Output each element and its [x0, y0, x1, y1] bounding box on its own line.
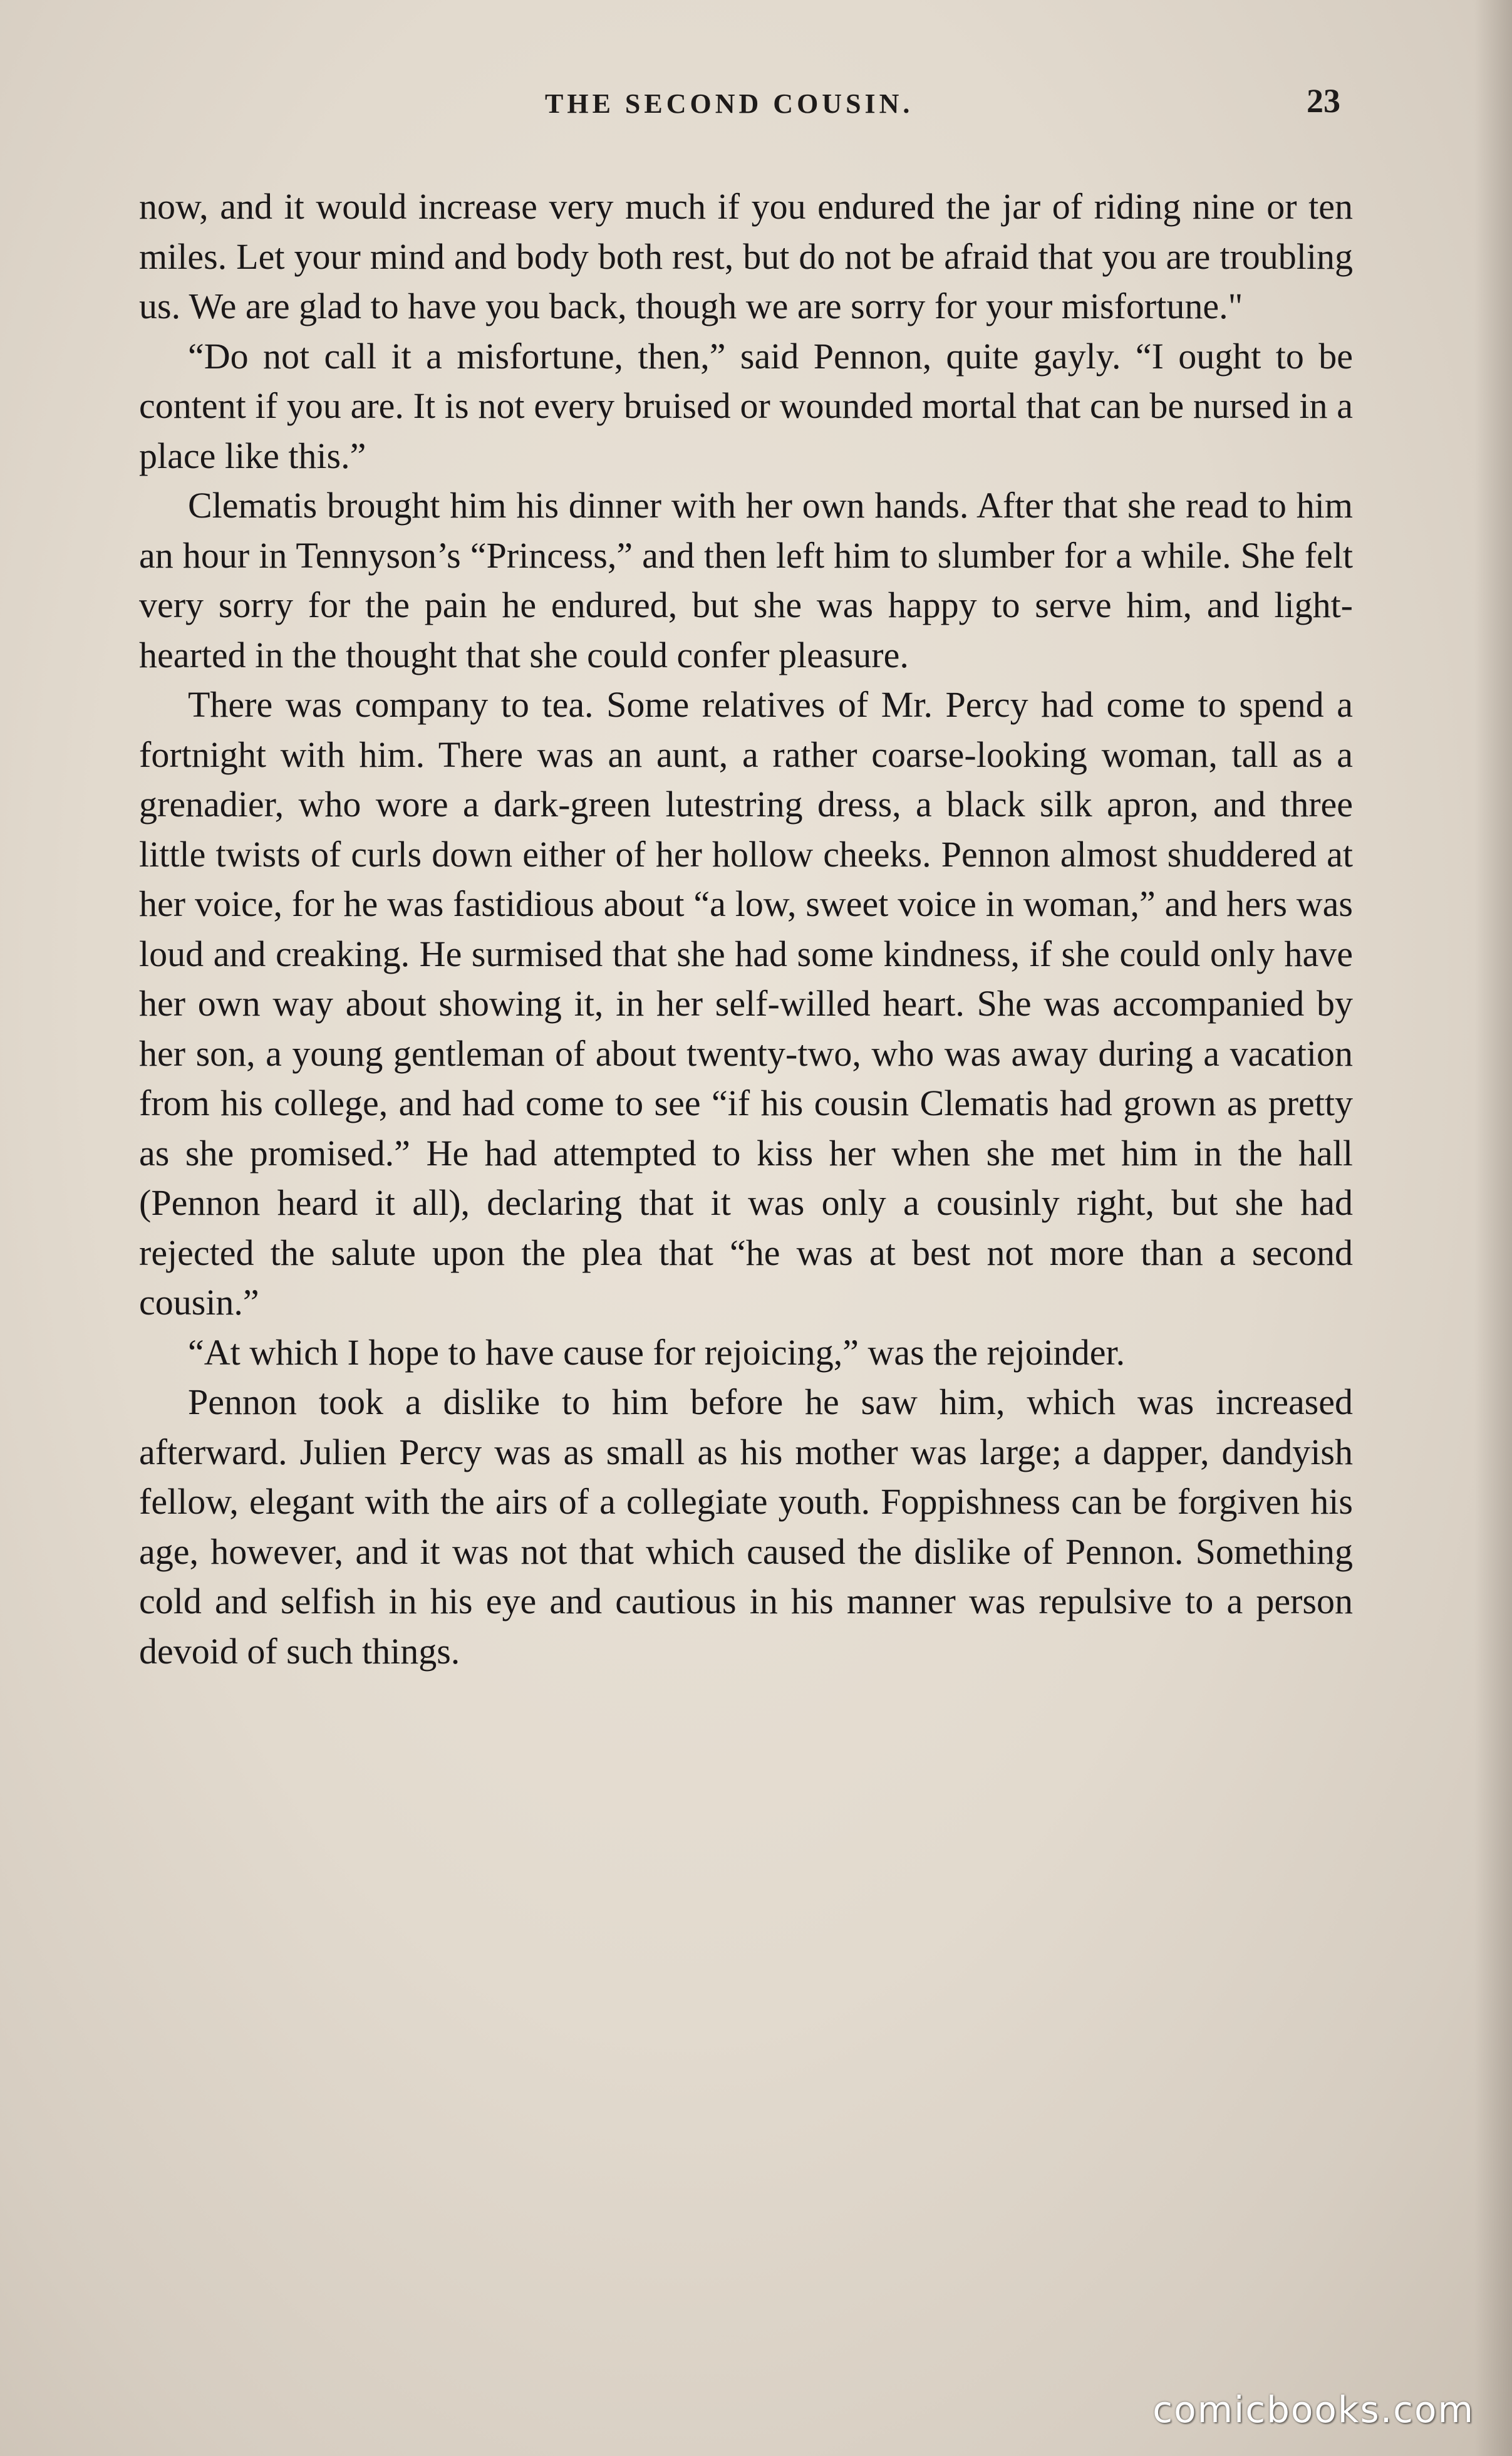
watermark: comicbooks.com — [1152, 2388, 1474, 2431]
body-text — [139, 182, 1353, 1676]
paragraph: “At which I hope to have cause for rejoicing,” was the rejoinder. — [188, 1331, 1126, 1373]
paragraph: now, and it would increase very much if you endured the jar of riding nine or ten miles. Let your mind and body both rest, but do not be afraid that you are troubling us. We are glad to have you back, though we are sorry for your misfortune." — [139, 186, 1353, 326]
page-number: 23 — [1307, 82, 1340, 120]
page-edge-shadow — [1474, 0, 1512, 2456]
page-header — [138, 81, 1359, 132]
paragraph: There was company to tea. Some relatives of Mr. Percy had come to spend a fortnight with him. There was an aunt, a rather coarse-looking woman, tall as a grenadier, who wore a dark-green lutestring dress, a black silk apron, and three little twists of curls down either of her hollow cheeks. Pennon almost shuddered at her voice, for he was fastidious about “a low, sweet voice in woman,” and hers was loud and creaking. He surmised that she had some kindness, if she could only have her own way about showing it, in her self-willed heart. She was accompanied by her son, a young gentleman of about twenty-two, who was away during a vacation from his college, and had come to see “if his cousin Clematis had grown as pretty as she promised.” He had attempted to kiss her when she met him in the hall (Pennon heard it all), declaring that it was only a cousinly right, but she had rejected the salute upon the plea that “he was at best not more than a second cousin.” — [139, 684, 1353, 1323]
paragraph: “Do not call it a misfortune, then,” said Pennon, quite gayly. “I ought to be content if you are. It is not every bruised or wounded mortal that can be nursed in a place like this.” — [139, 335, 1353, 476]
running-head: THE SECOND COUSIN. — [545, 88, 914, 119]
paragraph: Pennon took a dislike to him before he saw him, which was increased afterward. Julien Percy was as small as his mother was large; a dapper, dandyish fellow, elegant with the airs of a collegiate youth. Foppishness can be forgiven his age, however, and it was not that which caused the dislike of Pennon. Something cold and selfish in his eye and cautious in his manner was repulsive to a person devoid of such things. — [139, 1382, 1353, 1672]
paragraph: Clematis brought him his dinner with her own hands. After that she read to him an hour in Tennyson’s “Princess,” and then left him to slumber for a while. She felt very sorry for the pain he endured, but she was happy to serve him, and light-hearted in the thought that she could confer pleasure. — [139, 485, 1353, 675]
